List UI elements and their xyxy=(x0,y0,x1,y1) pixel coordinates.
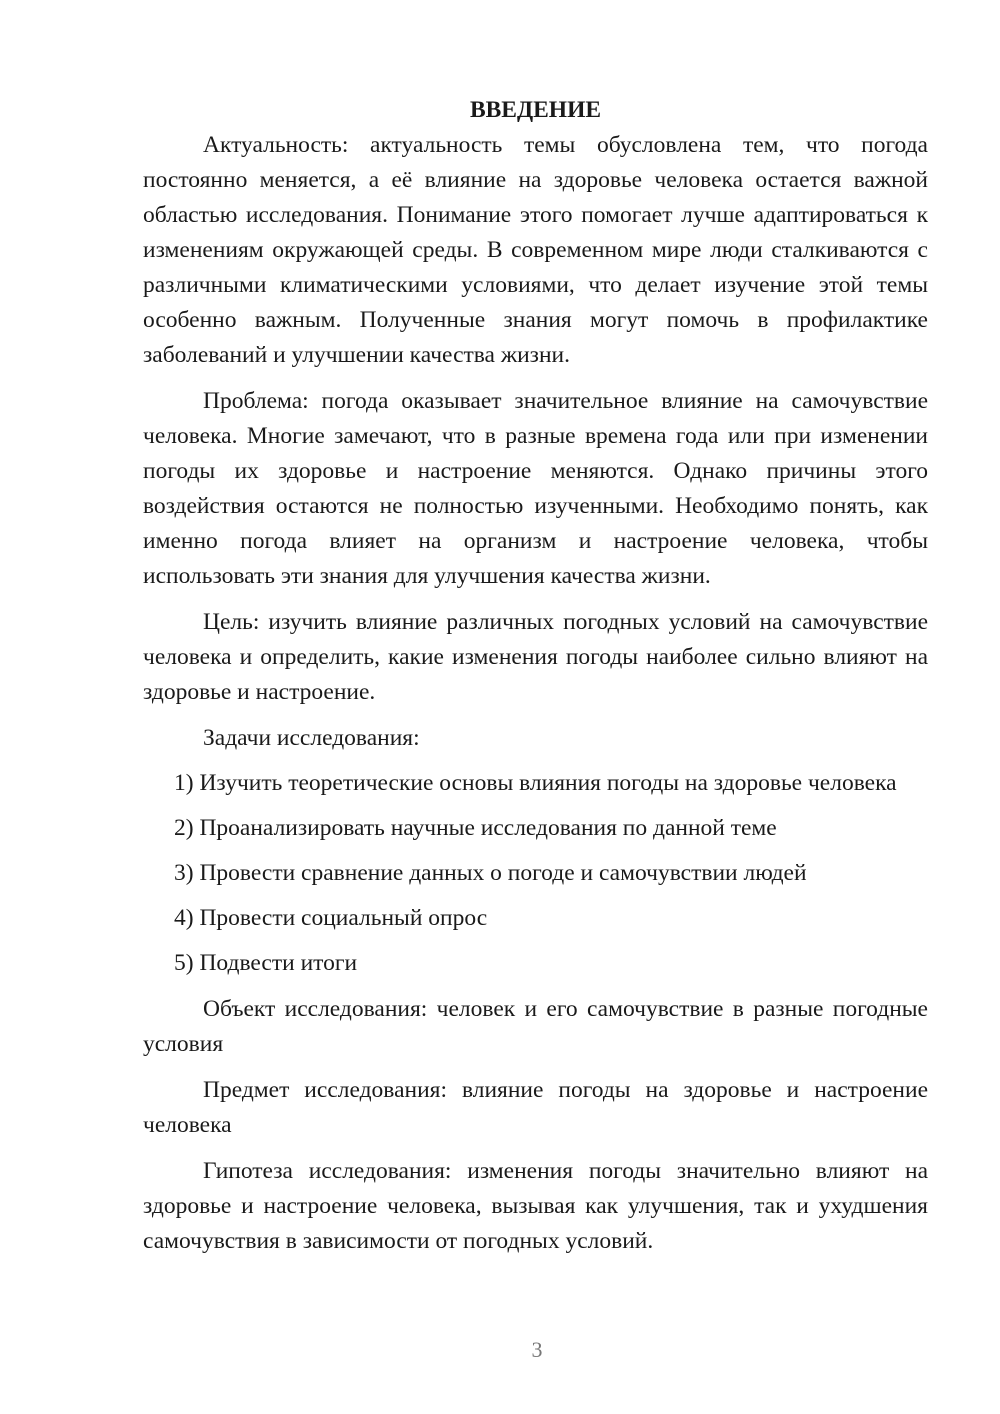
page-number: 3 xyxy=(531,1337,543,1362)
task-item-3: 3) Провести сравнение данных о погоде и самочувствии людей xyxy=(174,860,807,886)
object-paragraph: Объект исследования: человек и его самочувствие в разные погодные условия xyxy=(143,996,928,1057)
subject-paragraph: Предмет исследования: влияние погоды на здоровье и настроение человека xyxy=(143,1077,928,1138)
task-item-4: 4) Провести социальный опрос xyxy=(174,905,488,931)
task-item-2: 2) Проанализировать научные исследования по данной теме xyxy=(174,815,777,841)
task-item-1: 1) Изучить теоретические основы влияния погоды на здоровье человека xyxy=(174,770,897,796)
page-content xyxy=(143,93,928,1259)
problem-paragraph: Проблема: погода оказывает значительное влияние на самочувствие человека. Многие замечают, что в разные времена года или при изменении погоды их здоровье и настроение меняются. Однако причины этого воздействия остаются не полностью изученными. Необходимо понять, как именно погода влияет на организм и настроение человека, чтобы использовать эти знания для улучшения качества жизни. xyxy=(143,388,928,589)
goal-paragraph: Цель: изучить влияние различных погодных условий на самочувствие человека и определить, какие изменения погоды наиболее сильно влияют на здоровье и настроение. xyxy=(143,609,928,705)
relevance-paragraph: Актуальность: актуальность темы обусловлена тем, что погода постоянно меняется, а её влияние на здоровье человека остается важной областью исследования. Понимание этого помогает лучше адаптироваться к изменениям окружающей среды. В современном мире люди сталкиваются с различными климатическими условиями, что делает изучение этой темы особенно важным. Полученные знания могут помочь в профилактике заболеваний и улучшении качества жизни. xyxy=(143,132,928,368)
page-title: ВВЕДЕНИЕ xyxy=(469,97,602,123)
tasks-heading: Задачи исследования: xyxy=(203,725,420,751)
hypothesis-paragraph: Гипотеза исследования: изменения погоды значительно влияют на здоровье и настроение человека, вызывая как улучшения, так и ухудшения самочувствия в зависимости от погодных условий. xyxy=(143,1158,928,1254)
task-item-5: 5) Подвести итоги xyxy=(174,950,358,976)
